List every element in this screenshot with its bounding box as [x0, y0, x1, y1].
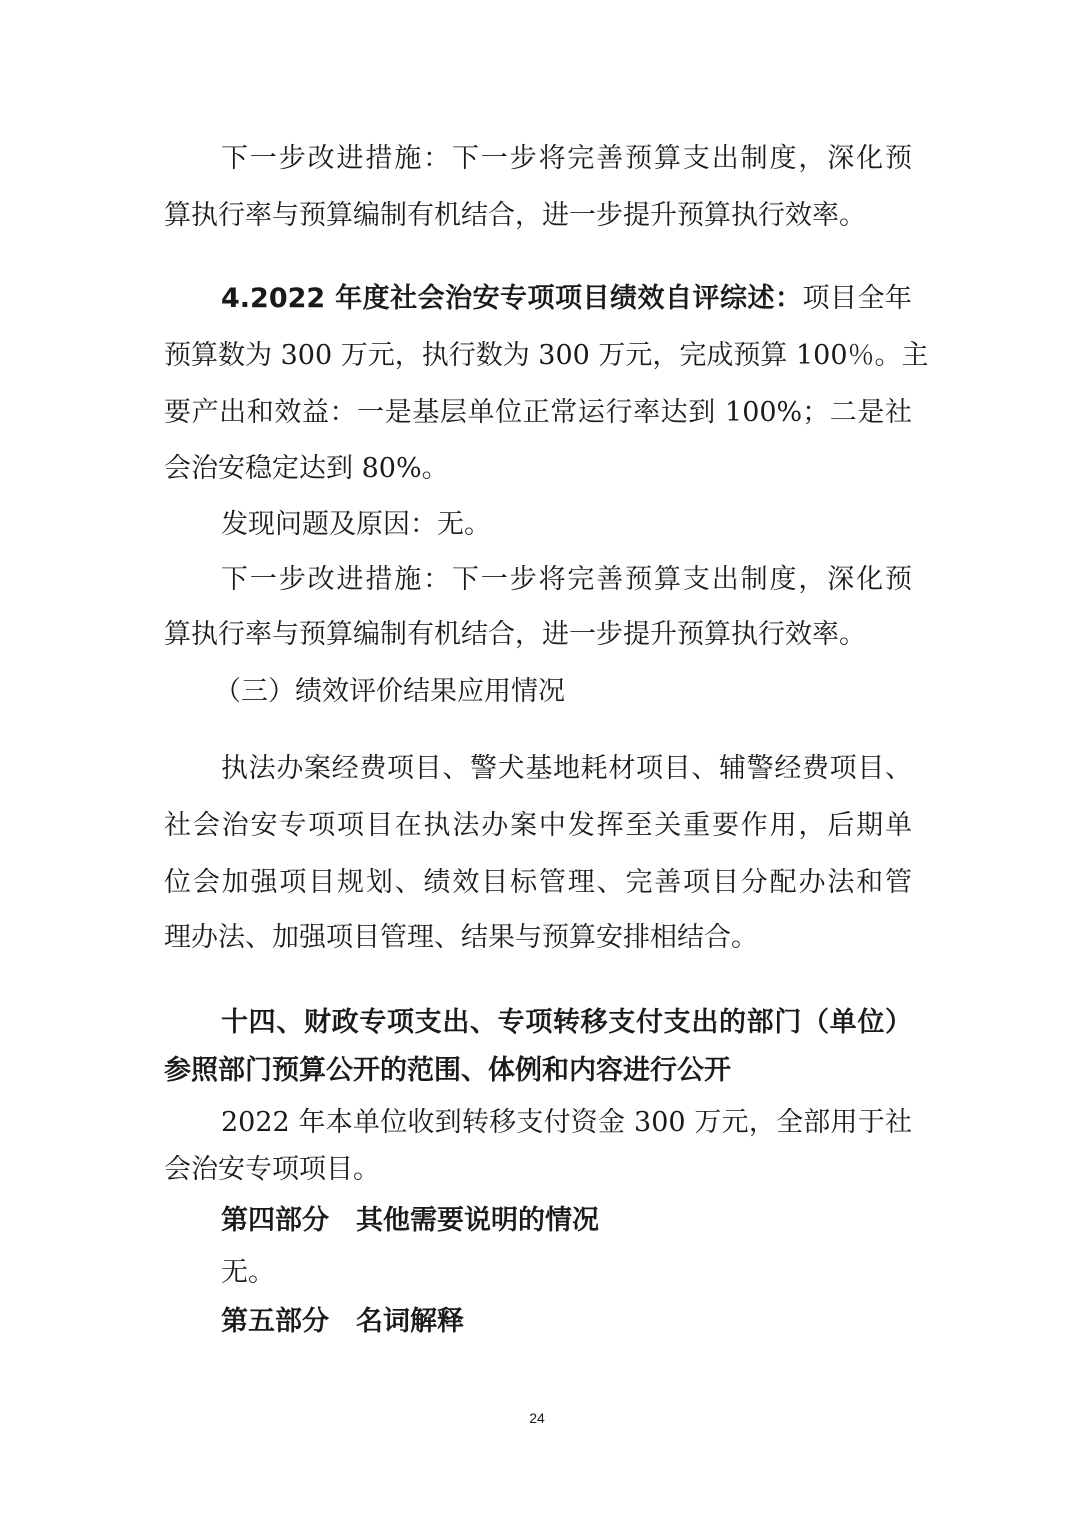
para2-line2: 预算数为 300 万元，执行数为 300 万元，完成预算 100％。主: [164, 340, 929, 371]
page-number: 24: [529, 1410, 545, 1426]
para5-line3: 位会加强项目规划、绩效目标管理、完善项目分配办法和管: [164, 867, 912, 898]
para5-line2: 社会治安专项项目在执法办案中发挥至关重要作用，后期单: [164, 810, 912, 841]
section14-title-line2: 参照部门预算公开的范围、体例和内容进行公开: [164, 1055, 731, 1086]
para1-line1: 下一步改进措施：下一步将完善预算支出制度，深化预: [221, 143, 912, 174]
para6-line2: 会治安专项项目。: [164, 1154, 380, 1185]
para4-line2: 算执行率与预算编制有机结合，进一步提升预算执行效率。: [164, 619, 866, 650]
section3-title: （三）绩效评价结果应用情况: [214, 676, 565, 707]
para2-line1-rest: 项目全年: [802, 283, 913, 314]
para6-line1: 2022 年本单位收到转移支付资金 300 万元，全部用于社: [221, 1107, 912, 1138]
para2-line4: 会治安稳定达到 80%。: [164, 453, 449, 484]
para4-line1: 下一步改进措施：下一步将完善预算支出制度，深化预: [221, 564, 912, 595]
para3-line1: 发现问题及原因：无。: [221, 509, 491, 540]
para2-line3: 要产出和效益：一是基层单位正常运行率达到 100%；二是社: [164, 397, 912, 428]
para5-line4: 理办法、加强项目管理、结果与预算安排相结合。: [164, 922, 758, 953]
para1-line2: 算执行率与预算编制有机结合，进一步提升预算执行效率。: [164, 200, 866, 231]
part5-title: 第五部分 名词解释: [221, 1306, 464, 1337]
para2-heading: 4.2022 年度社会治安专项项目绩效自评综述：: [221, 283, 803, 314]
section14-title-line1: 十四、财政专项支出、专项转移支付支出的部门（单位）: [221, 1007, 912, 1038]
para5-line1: 执法办案经费项目、警犬基地耗材项目、辅警经费项目、: [221, 753, 912, 784]
para2-line1: [221, 282, 912, 316]
part4-body: 无。: [221, 1257, 275, 1288]
part4-title: 第四部分 其他需要说明的情况: [221, 1205, 599, 1236]
